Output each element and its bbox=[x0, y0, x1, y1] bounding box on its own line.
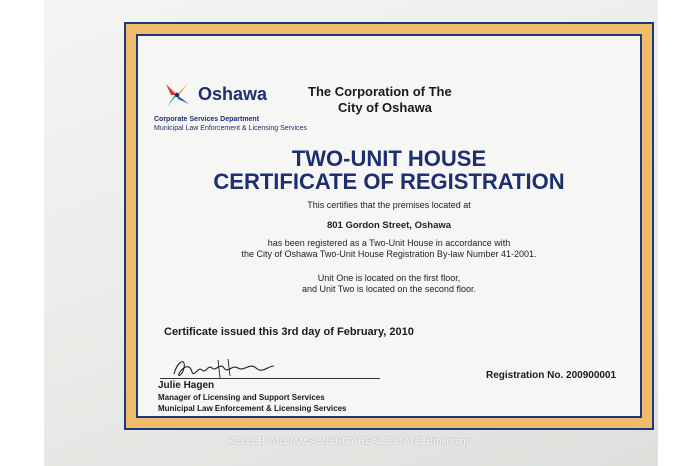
issue-date-text: Certificate issued this 3rd day of February, 2010 bbox=[164, 326, 414, 338]
brand-name: Oshawa bbox=[198, 84, 268, 104]
certificate-title-line2: CERTIFICATE OF REGISTRATION bbox=[213, 169, 565, 194]
brokerage-watermark: KELLER WILLIAMS ENERGY REAL ESTATE, Brokerage bbox=[228, 436, 472, 446]
units-line2: and Unit Two is located on the second floor. bbox=[302, 284, 476, 294]
photo-background bbox=[44, 0, 658, 466]
signatory-title-line2: Municipal Law Enforcement & Licensing Services bbox=[158, 404, 347, 413]
units-line1: Unit One is located on the first floor, bbox=[317, 273, 461, 283]
registered-line1: has been registered as a Two-Unit House in accordance with bbox=[267, 238, 511, 248]
department-line2: Municipal Law Enforcement & Licensing Services bbox=[154, 125, 307, 132]
certificate-frame bbox=[124, 22, 654, 430]
certificate bbox=[136, 34, 642, 418]
signatory-title-line1: Manager of Licensing and Support Services bbox=[158, 393, 325, 402]
signature-line bbox=[160, 378, 380, 379]
certificate-title-line1: TWO-UNIT HOUSE bbox=[291, 146, 487, 171]
registration-number: Registration No. 200900001 bbox=[486, 370, 617, 381]
signatory-name: Julie Hagen bbox=[158, 380, 215, 391]
premises-address: 801 Gordon Street, Oshawa bbox=[326, 220, 452, 231]
oshawa-logo-icon bbox=[162, 80, 192, 110]
registered-line2: the City of Oshawa Two-Unit House Registration By-law Number 41-2001. bbox=[241, 249, 537, 259]
corporation-line2: City of Oshawa bbox=[338, 100, 432, 115]
certifies-text: This certifies that the premises located at bbox=[307, 200, 471, 210]
corporation-line1: The Corporation of The bbox=[308, 84, 452, 99]
department-line1: Corporate Services Department bbox=[154, 116, 260, 123]
